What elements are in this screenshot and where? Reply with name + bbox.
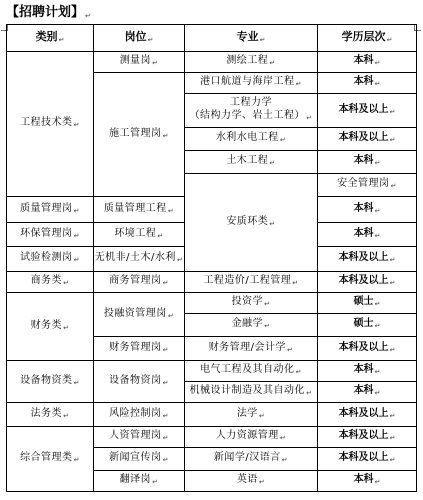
header-category: 类别↵: [7, 25, 94, 52]
table-row: [7, 361, 417, 382]
position-cell: [7, 247, 94, 272]
paragraph-mark-icon: ↵: [374, 231, 381, 240]
paragraph-mark-icon: ↵: [279, 136, 287, 144]
cell-text: 本科及以上: [338, 430, 389, 441]
cell-text: 法学: [236, 407, 258, 419]
paragraph-mark-icon: ↵: [63, 279, 70, 287]
degree-cell: [318, 223, 417, 247]
paragraph-mark-icon: ↵: [264, 322, 271, 330]
cell-text: 试验检测岗: [20, 252, 73, 263]
cell-text: 人资管理岗: [109, 430, 162, 441]
paragraph-mark-icon: ↵: [374, 368, 381, 376]
cell-text: 财务类: [30, 319, 63, 331]
degree-cell: [318, 272, 417, 293]
major-cell: [94, 247, 185, 272]
major-cell: [185, 52, 318, 73]
major-cell: [185, 151, 318, 174]
position-cell: [94, 361, 185, 403]
degree-cell: [318, 382, 417, 403]
major-cell: [185, 314, 318, 337]
degree-cell: [318, 73, 417, 94]
cell-text: 本科: [353, 364, 374, 375]
paragraph-mark-icon: ↵: [287, 345, 294, 354]
category-cell: [7, 272, 94, 293]
degree-cell: [318, 448, 417, 471]
paragraph-mark-icon: ↵: [374, 478, 381, 486]
cell-text: 风险控制岗: [109, 407, 162, 419]
paragraph-mark-icon: ↵: [269, 159, 276, 167]
category-cell: [7, 403, 94, 427]
table-row: [7, 272, 417, 293]
paragraph-mark-icon: ↵: [374, 80, 381, 88]
cell-text: 本科: [353, 385, 374, 396]
major-cell: [185, 361, 318, 382]
category-cell: [185, 174, 318, 272]
degree-cell: [318, 337, 417, 361]
cell-text: 投融资管理岗: [103, 307, 167, 319]
position-cell: [318, 174, 417, 197]
position-cell: [94, 293, 185, 337]
paragraph-mark-icon: ↵: [281, 456, 289, 464]
position-cell: [7, 223, 94, 247]
paragraph-mark-icon: ↵: [269, 59, 276, 67]
paragraph-mark-icon: ↵: [73, 378, 80, 387]
cell-text: 测绘工程: [226, 55, 269, 66]
cell-text: 商务类: [30, 275, 63, 286]
paragraph-mark-icon: ↵: [390, 182, 397, 190]
degree-cell: [318, 314, 417, 337]
paragraph-mark-icon: ↵: [306, 114, 313, 122]
degree-cell: [318, 361, 417, 382]
cell-text: 土木工程: [226, 155, 269, 166]
category-cell: [7, 427, 94, 492]
cell-text: 本科及以上: [338, 103, 389, 115]
table-header-row: [7, 25, 417, 52]
cell-text: 本科及以上: [338, 341, 389, 353]
major-cell: [185, 471, 318, 492]
position-cell: [94, 272, 185, 293]
paragraph-mark-icon: ↵: [295, 80, 302, 88]
major-cell: [185, 403, 318, 427]
cell-text: 法务类: [30, 407, 63, 419]
cell-text: 质量管理工程: [103, 202, 167, 214]
major-cell: [185, 94, 318, 128]
position-cell: [94, 73, 185, 197]
paragraph-mark-icon: ↵: [162, 378, 169, 387]
major-cell: [185, 128, 318, 151]
cell-text: 翻译岗: [119, 474, 152, 485]
header-major: 专业↵: [185, 25, 318, 52]
cell-text: 商务管理岗: [109, 275, 162, 286]
cell-text: 本科: [353, 227, 374, 239]
cell-text: 本科及以上: [338, 275, 389, 286]
cell-text: 机械设计制造及其自动化: [189, 385, 306, 396]
paragraph-mark-icon: ↵: [389, 456, 396, 464]
degree-cell: [318, 427, 417, 448]
major-cell: [185, 293, 318, 314]
cell-text: 环保管理岗: [20, 227, 73, 239]
cell-text: 本科: [353, 76, 374, 87]
category-cell: [7, 293, 94, 361]
paragraph-mark-icon: ↵: [374, 59, 381, 67]
cell-text: 本科: [353, 474, 374, 485]
major-cell: [185, 272, 318, 293]
paragraph-mark-icon: ↵: [73, 231, 80, 240]
cell-text: 环境工程: [114, 227, 157, 239]
paragraph-mark-icon: ↵: [258, 411, 266, 420]
cell-text: 财务管理岗: [109, 341, 162, 353]
paragraph-mark-icon: ↵: [176, 256, 184, 264]
major-cell: [185, 73, 318, 94]
paragraph-mark-icon: ↵: [306, 389, 313, 397]
major-line: （结构力学、岩土工程）: [189, 110, 306, 121]
paragraph-mark-icon: ↵: [73, 121, 80, 129]
cell-text: 施工管理岗: [109, 127, 162, 139]
major-cell: [185, 427, 318, 448]
paragraph-mark-icon: ↵: [162, 434, 169, 442]
cell-text: 工程技术类: [20, 117, 73, 128]
position-cell: [7, 197, 94, 223]
paragraph-mark-icon: ↵: [63, 323, 70, 332]
degree-cell: [318, 403, 417, 427]
table-row: [7, 52, 417, 73]
cell-text: 本科及以上: [338, 252, 389, 263]
major-multiline: [190, 96, 313, 125]
cell-text: 本科及以上: [338, 132, 389, 143]
cell-text: 水利水电工程: [215, 132, 279, 143]
paragraph-mark-icon: ↵: [389, 411, 396, 420]
position-cell: [94, 403, 185, 427]
table-row: [7, 293, 417, 314]
paragraph-mark-icon: ↵: [389, 107, 396, 116]
position-cell: [94, 337, 185, 361]
cell-text: 人力资源管理: [215, 430, 279, 441]
paragraph-mark-icon: ↵: [389, 256, 396, 264]
degree-cell: [318, 247, 417, 272]
cell-text: 本科: [353, 155, 374, 166]
paragraph-mark-icon: ↵: [162, 279, 169, 287]
cell-text: 财务管理/会计学: [208, 341, 286, 353]
paragraph-mark-icon: ↵: [389, 434, 396, 442]
cell-text: 投资学: [231, 296, 264, 307]
title-text: 【招聘计划】: [6, 5, 85, 20]
degree-cell: [318, 471, 417, 492]
degree-cell: [318, 293, 417, 314]
cell-text: 设备物资岗: [109, 374, 162, 386]
header-position: 岗位↵: [94, 25, 185, 52]
paragraph-mark-icon: ↵: [63, 411, 70, 420]
paragraph-mark-icon: ↵: [162, 345, 169, 354]
paragraph-mark-icon: ↵: [73, 256, 80, 264]
paragraph-mark-icon: ↵: [167, 311, 175, 320]
major-line: 工程力学: [230, 97, 272, 108]
cell-text: 新闻宣传岗: [109, 452, 162, 463]
section-title: [6, 3, 91, 23]
header-degree: 学历层次↵: [318, 25, 417, 52]
cell-text: 港口航道与海岸工程: [200, 76, 295, 87]
cell-text: 新闻学/汉语言: [213, 452, 281, 463]
position-cell: [94, 448, 185, 471]
paragraph-mark-icon: ↵: [167, 206, 175, 215]
paragraph-mark-icon: ↵: [374, 206, 381, 215]
cell-text: 本科及以上: [338, 407, 389, 419]
paragraph-mark-icon: ↵: [295, 368, 302, 376]
degree-cell: [318, 197, 417, 223]
paragraph-mark-icon: ↵: [374, 322, 381, 330]
paragraph-mark-icon: ↵: [162, 456, 169, 464]
major-cell: [94, 197, 185, 223]
paragraph-mark-icon: ↵: [157, 231, 164, 240]
cell-text: 质量管理岗: [20, 202, 73, 214]
degree-cell: [318, 128, 417, 151]
degree-cell: [318, 151, 417, 174]
cell-text: 测量岗: [119, 55, 152, 66]
position-cell: [94, 471, 185, 492]
category-cell: [7, 361, 94, 403]
table-row: [7, 403, 417, 427]
paragraph-mark-icon: ↵: [73, 456, 80, 464]
paragraph-mark-icon: ↵: [73, 206, 80, 215]
table-row: [7, 427, 417, 448]
paragraph-mark-icon: ↵: [374, 389, 381, 397]
cell-text: 设备物资类: [20, 374, 73, 386]
cell-text: 金融学: [231, 318, 264, 329]
cell-text: 本科: [353, 202, 374, 214]
major-cell: [185, 337, 318, 361]
paragraph-mark-icon: ↵: [162, 131, 169, 140]
paragraph-mark-icon: ↵: [152, 59, 159, 67]
paragraph-mark-icon: ↵: [374, 300, 381, 308]
paragraph-mark-icon: ↵: [279, 434, 287, 442]
cell-text: 英语: [236, 474, 258, 485]
cell-text: 硕士: [353, 318, 374, 329]
position-cell: [94, 52, 185, 73]
major-cell: [185, 382, 318, 403]
paragraph-mark-icon: ↵: [374, 159, 381, 167]
major-cell: [185, 448, 318, 471]
paragraph-mark-icon: ↵: [85, 12, 91, 20]
paragraph-mark-icon: ↵: [258, 478, 266, 486]
paragraph-mark-icon: ↵: [269, 219, 276, 228]
category-cell: [7, 52, 94, 197]
recruitment-table: [6, 24, 417, 492]
position-cell: [94, 427, 185, 448]
paragraph-mark-icon: ↵: [152, 478, 159, 486]
cell-text: 工程造价/工程管理: [203, 275, 292, 286]
cell-text: 电气工程及其自动化: [200, 364, 295, 375]
cell-text: 硕士: [353, 296, 374, 307]
paragraph-mark-icon: ↵: [389, 279, 396, 287]
degree-cell: [318, 94, 417, 128]
cell-text: 本科及以上: [338, 452, 389, 463]
cell-text: 安质环类: [226, 215, 269, 227]
paragraph-mark-icon: ↵: [292, 279, 299, 287]
cell-text: 本科: [353, 55, 374, 66]
major-cell: [94, 223, 185, 247]
paragraph-mark-icon: ↵: [264, 300, 271, 308]
degree-cell: [318, 52, 417, 73]
paragraph-mark-icon: ↵: [162, 411, 169, 420]
paragraph-mark-icon: ↵: [389, 136, 396, 144]
cell-text: 安全管理岗: [337, 178, 390, 189]
cell-text: 无机非/土木/水利: [94, 252, 176, 263]
paragraph-mark-icon: ↵: [389, 345, 396, 354]
cell-text: 综合管理类: [20, 452, 73, 463]
